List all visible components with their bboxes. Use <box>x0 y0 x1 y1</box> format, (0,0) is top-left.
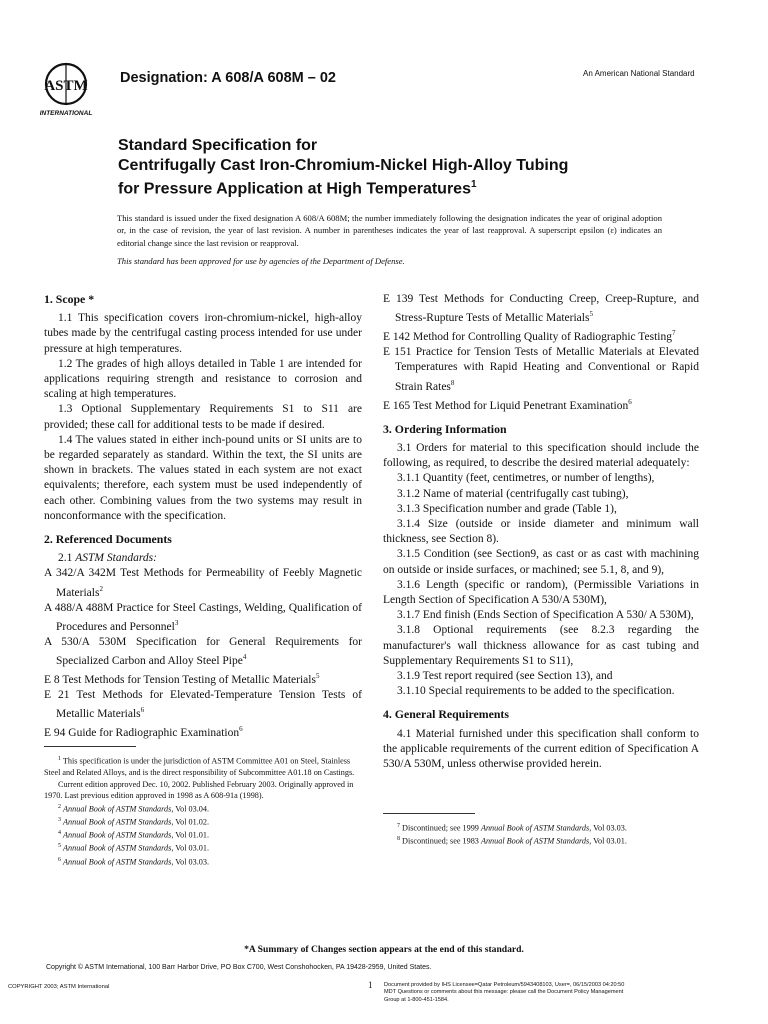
reference-item: E 142 Method for Controlling Quality of Radiographic Testing$^7$ <box>383 329 676 344</box>
summary-of-changes-note: *A Summary of Changes section appears at the end of this standard. <box>244 944 524 955</box>
astm-standards-intro: 2.1 ASTM Standards: <box>58 552 157 565</box>
reference-item: A 342/A 342M Test Methods for Permeability of Feebly Magnetic Materials$^2$ <box>44 567 362 599</box>
reference-item: E 139 Test Methods for Conducting Creep, Creep-Rupture, and Stress-Rupture Tests of Metallic Materials$^5$ <box>383 293 699 325</box>
copyright-notice-left: COPYRIGHT 2003; ASTM International <box>8 984 110 990</box>
footnote-rule-right <box>383 813 475 814</box>
section-heading-scope: 1. Scope * <box>44 292 95 306</box>
footnote: $^8$ Discontinued; see 1983 Annual Book of ASTM Standards, Vol 03.01. <box>397 836 627 846</box>
ordering-paragraph: 3.1.1 Quantity (feet, centimetres, or number of lengths), <box>397 472 655 485</box>
reference-item: A 530/A 530M Specification for General Requirements for Specialized Carbon and Alloy Steel Pipe$^4$ <box>44 635 362 667</box>
ordering-paragraph: 3.1.6 Length (specific or random), (Permissible Variations in Length Section of Specification A 530/A 530M), <box>383 578 699 606</box>
footnote-rule-left <box>44 746 136 747</box>
ordering-paragraph: 3.1.10 Special requirements to be added to the specification. <box>397 685 675 698</box>
ordering-paragraph: 3.1.3 Specification number and grade (Table 1), <box>397 502 617 515</box>
footnote: Current edition approved Dec. 10, 2002. Published February 2003. Originally approved in 1970. Last previous edition approved in 1998 as A 608-91a (1998). <box>44 779 354 801</box>
reference-item: E 21 Test Methods for Elevated-Temperature Tension Tests of Metallic Materials$^6$ <box>44 689 362 721</box>
ordering-paragraph: 3.1.5 Condition (see Section9, as cast or as cast with machining on outside or inside surfaces, or machined; see 5.1, 8, and 9), <box>383 548 699 576</box>
paragraph-1-4: 1.4 The values stated in either inch-pound units or SI units are to be regarded separately as standard. Within the text, the SI units are shown in brackets. The values stated in each system are not exact equivalents; therefore, each system must be used independently of each other. Combining values from the two systems may result in nonconformance with the specification. <box>44 433 362 522</box>
reference-item: E 94 Guide for Radiographic Examination$^6$ <box>44 725 243 740</box>
reference-item: E 8 Test Methods for Tension Testing of Metallic Materials$^5$ <box>44 672 320 686</box>
ordering-paragraph: 3.1.9 Test report required (see Section 13), and <box>397 669 613 682</box>
license-notice: Document provided by IHS Licensee=Qatar Petroleum/5943408103, User=, 06/15/2003 04:20:50 MDT Questions or comments about this message: please call the Document Policy Management Group at 1-800-451-1584. <box>384 982 625 1003</box>
paragraph-1-3: 1.3 Optional Supplementary Requirements S1 to S11 are provided; these call for additional tests to be made if desired. <box>44 403 362 431</box>
section-heading-ordering: 3. Ordering Information <box>383 421 507 436</box>
reference-list-left <box>44 566 362 741</box>
ordering-paragraph: 3.1.4 Size (outside or inside diameter and minimum wall thickness, see Section 8). <box>383 517 699 546</box>
ordering-paragraphs <box>383 441 699 699</box>
section-heading-general-requirements: 4. General Requirements <box>383 707 509 722</box>
right-column <box>383 292 699 772</box>
footnote: $^3$ Annual Book of ASTM Standards, Vol 01.02. <box>58 816 209 827</box>
copyright-line: Copyright © ASTM International, 100 Barr Harbor Drive, PO Box C700, West Conshohocken, PA 19428-2959, United States. <box>46 964 432 971</box>
paragraph-4-1: 4.1 Material furnished under this specification shall conform to the applicable requirements of the current edition of Specification A 530/A 530M, unless otherwise provided herein. <box>383 727 699 770</box>
reference-item: E 151 Practice for Tension Tests of Metallic Materials at Elevated Temperatures with Rapid Heating and Conventional or Rapid Strain Rates$^8$ <box>383 346 699 393</box>
preamble: This standard is issued under the fixed designation A 608/A 608M; the number immediately following the designation indicates the year of original adoption or, in the case of revision, the year of last revision. A number in parentheses indicates the year of last reapproval. A superscript epsilon (ε) indicates an editorial change since the last revision or reapproval. <box>117 213 662 248</box>
footnote: $^7$ Discontinued; see 1999 Annual Book of ASTM Standards, Vol 03.03. <box>397 823 627 833</box>
footnotes-right <box>383 821 699 847</box>
reference-item: A 488/A 488M Practice for Steel Castings, Welding, Qualification of Procedures and Personnel$^3$ <box>44 601 362 633</box>
title-line-2: Centrifugally Cast Iron-Chromium-Nickel High-Alloy Tubing <box>118 156 569 174</box>
paragraph-1-1: 1.1 This specification covers iron-chromium-nickel, high-alloy tubes made by the centrifugal casting process intended for use under pressure at high temperatures. <box>44 312 362 355</box>
astm-logo <box>38 60 110 118</box>
logo-caption: INTERNATIONAL <box>39 110 93 117</box>
page-number: 1 <box>368 980 373 990</box>
logo-letters: ASTM <box>44 78 88 94</box>
reference-item: E 165 Test Method for Liquid Penetrant Examination$^6$ <box>383 397 632 412</box>
title-footnote-mark: 1 <box>470 179 477 190</box>
ordering-paragraph: 3.1 Orders for material to this specification should include the following, as required, to describe the desired material adequately: <box>383 441 699 470</box>
footnote: $^6$ Annual Book of ASTM Standards, Vol 03.03. <box>58 856 209 867</box>
ordering-paragraph: 3.1.7 End finish (Ends Section of Specification A 530/ A 530M), <box>397 609 694 622</box>
left-column <box>44 292 362 741</box>
national-standard-label: An American National Standard <box>583 69 695 78</box>
footnote: $^2$ Annual Book of ASTM Standards, Vol 03.04. <box>58 803 209 814</box>
footnotes-left <box>44 754 362 868</box>
ordering-paragraph: 3.1.2 Name of material (centrifugally cast tubing), <box>397 487 629 500</box>
title-line-3: for Pressure Application at High Temperatures$^1$ <box>118 179 477 198</box>
reference-list-right <box>383 292 699 414</box>
designation: Designation: A 608/A 608M – 02 <box>120 70 336 86</box>
title-line-1: Standard Specification for <box>118 137 318 154</box>
paragraph-1-2: 1.2 The grades of high alloys detailed in Table 1 are intended for applications requiring strength and resistance to corrosion and scaling at high temperatures. <box>44 357 362 401</box>
section-heading-referenced-documents: 2. Referenced Documents <box>44 532 172 547</box>
document-title <box>118 136 678 199</box>
footnote: $^5$ Annual Book of ASTM Standards, Vol 03.01. <box>58 843 209 854</box>
footnote: $^4$ Annual Book of ASTM Standards, Vol 01.01. <box>58 830 209 840</box>
footnote: $^1$ This specification is under the jurisdiction of ASTM Committee A01 on Steel, Stainless Steel and Related Alloys, and is the direct responsibility of Subcommittee A01.18 on Castings. <box>44 756 355 778</box>
ordering-paragraph: 3.1.8 Optional requirements (see 8.2.3 regarding the manufacturer's wall thickness allowance for as cast tubing and Supplementary Requirements S1 to S11), <box>383 624 699 667</box>
dod-approval-note: This standard has been approved for use by agencies of the Department of Defense. <box>117 256 405 266</box>
